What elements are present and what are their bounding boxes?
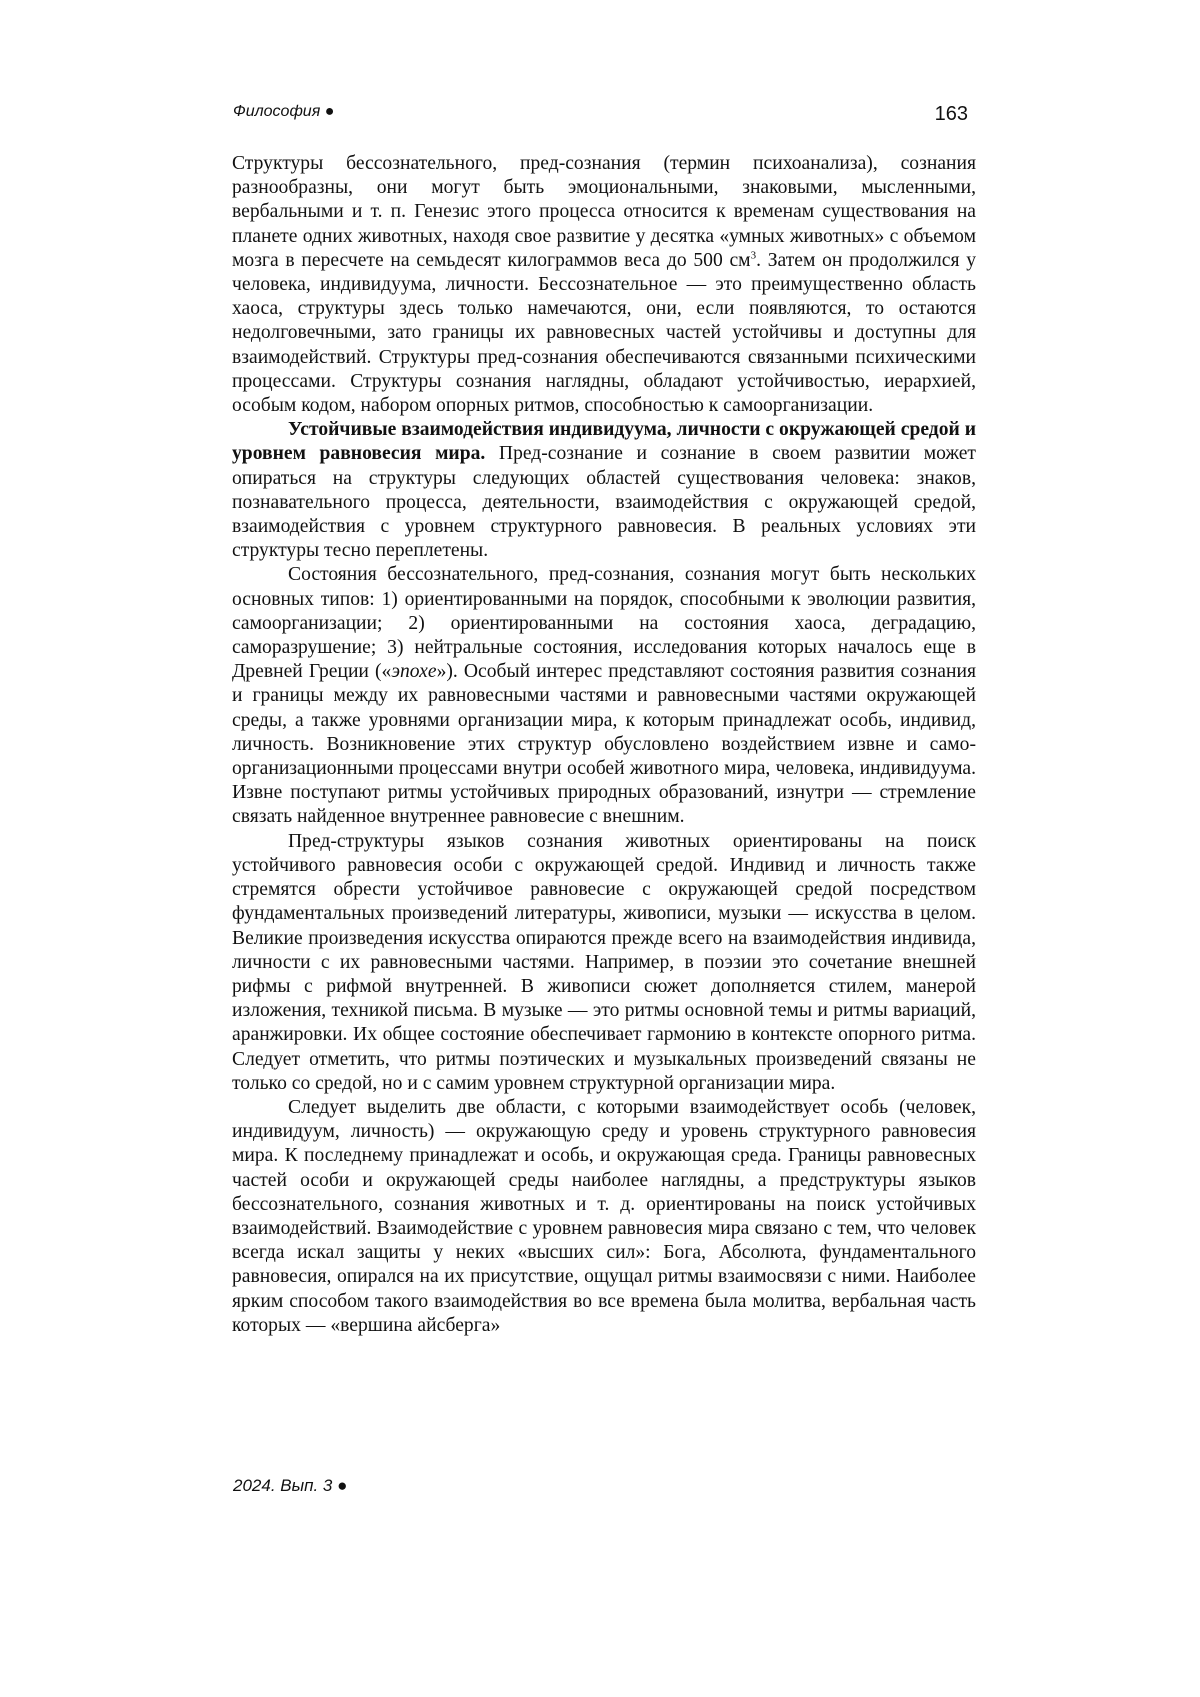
paragraph-5-text: Следует выделить две области, с которыми взаимодействует особь (человек, индивидуум, личность) — окружающую среду и уровень структурного равновесия мира. К последнему принадлежат и особь, и окружающая среда. Границы равновесных частей особи и окружающей среды наиболее наглядны, а предструктуры языков бессознательного, сознания животных и т. д. ориентированы на поиск устойчивых взаимодействий. Взаимодействие с уровнем равновесия мира связано с тем, что человек всегда искал защиты у неких «высших сил»: Бога, Абсолюта, фундаментального равновесия, опирался на их присутствие, ощущал ритмы взаимосвязи с ними. Наиболее ярким способом такого взаимодействия во все времена была молитва, вербальная часть которых — «вершина айсберга» [232,1097,976,1336]
paragraph-2-text: Пред-сознание и сознание в своем развитии может опираться на структуры следующих областей существования человека: знаков, познавательного процесса, деятельности, взаимодействия с окружающей средой, взаимодействия с уровнем структурного равновесия. В реальных условиях эти структуры тесно переплетены. [232,443,976,561]
italic-term-epoche: эпохе [391,661,436,682]
paragraph-5 [232,1096,976,1338]
paragraph-2 [232,418,976,563]
paragraph-1-text-end: . Затем он продолжился у человека, индивидуума, личности. Бессознательное — это преимущественно область хаоса, структуры здесь только намечаются, они, если появляются, то остаются недолговечными, зато границы их равновесных частей устойчивы и доступны для взаимодействий. Структуры пред-сознания обеспечиваются связанными психическими процессами. Структуры сознания наглядны, обладают устойчивостью, иерархией, особым кодом, набором опорных ритмов, способностью к самоорганизации. [232,250,976,416]
running-head: Философия ● [233,103,334,121]
paragraph-4-text: Пред-структуры языков сознания животных ориентированы на поиск устойчивого равновесия особи с окружающей средой. Индивид и личность также стремятся обрести устойчивое равновесие с окружающей средой посредством фундаментальных произведений литературы, живописи, музыки — искусства в целом. Великие произведения искусства опираются прежде всего на взаимодействия индивида, личности с их равновесными частями. Например, в поэзии это сочетание внешней рифмы с рифмой внутренней. В живописи сюжет дополняется стилем, манерой изложения, техникой письма. В музыке — это ритмы основной темы и ритмы вариаций, аранжировки. Их общее состояние обеспечивает гармонию в контексте опорного ритма. Следует отметить, что ритмы поэтических и музыкальных произведений связаны не только со средой, но и с самим уровнем структурной организации мира. [232,831,976,1094]
paragraph-3-text-end: »). Особый интерес представляют состояния развития сознания и границы между их равновесными частями и равновесными частями окружающей среды, а также уровнями организации мира, к которым принадлежат особь, индивид, личность. Возникновение этих структур обусловлено воздействием извне и само-организационными процессами внутри особей животного мира, человека, индивидуума. Извне поступают ритмы устойчивых природных образований, изнутри — стремление связать найденное внутреннее равновесие с внешним. [232,661,976,827]
section-lead-heading: Устойчивые взаимодействия индивидуума, личности с окружающей средой и уровнем равновесия мира. [232,419,976,464]
paragraph-3 [232,563,976,829]
paragraph-3-text-start: Состояния бессознательного, пред-сознания, сознания могут быть нескольких основных типов: 1) ориентированными на порядок, способными к эволюции развития, самоорганизации; 2) ориентированными на состояния хаоса, деградацию, саморазрушение; 3) нейтральные состояния, исследования которых началось еще в Древней Греции (« [232,564,976,682]
paragraph-4 [232,830,976,1096]
article-body [232,152,976,1338]
paragraph-1 [232,152,976,418]
page-number: 163 [935,103,968,126]
issue-footer: 2024. Вып. 3 ● [233,1476,347,1496]
paragraph-1-text-start: Структуры бессознательного, пред-сознания (термин психоанализа), сознания разнообразны, они могут быть эмоциональными, знаковыми, мысленными, вербальными и т. п. Генезис этого процесса относится к временам существования на планете одних животных, находя свое развитие у десятка «умных животных» с объемом мозга в пересчете на семьдесят килограммов веса до 500 см [232,153,976,271]
journal-page [0,0,1200,1697]
superscript-cube: 3 [751,249,757,261]
